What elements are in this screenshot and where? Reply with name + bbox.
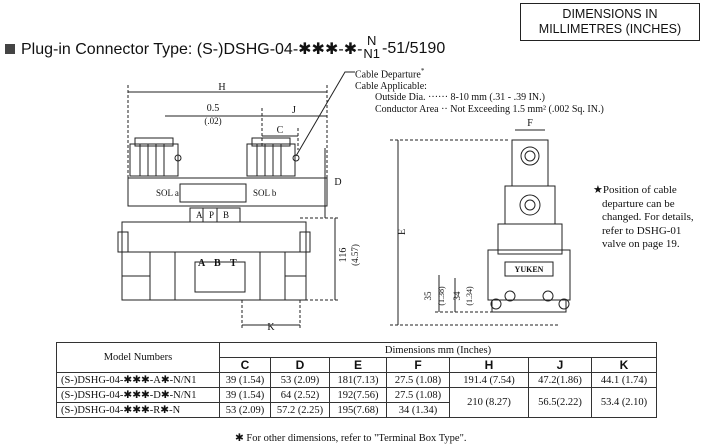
side-note-line-4: refer to DSHG-01 (602, 224, 682, 237)
row2-c: 39 (1.54) (220, 388, 271, 403)
table-header-row (57, 343, 657, 358)
connector-right (247, 144, 295, 176)
merged-h: 210 (8.27) (450, 388, 529, 418)
cable-note: Cable Departure* Cable Applicable: Outside Dia. ······ 8-10 mm (.31 - .39 IN.) Conductor Area ·· Not Exceeding 1.5 mm² (.002 Sq. IN.) (355, 67, 604, 115)
row1-e: 181(7.13) (330, 373, 387, 388)
label-k: K (267, 322, 275, 333)
side-base (492, 300, 566, 312)
conductor-area-label: Conductor Area (375, 103, 439, 115)
row3-d: 57.2 (2.25) (271, 403, 330, 418)
title-suffix: -51/5190 (382, 40, 446, 57)
label-34: 34 (452, 291, 462, 301)
label-35: 35 (423, 291, 433, 301)
col-e: E (330, 358, 387, 373)
label-h: H (218, 82, 226, 93)
side-note-line-2: departure can be (602, 197, 675, 210)
title-variant-n1: N1 (363, 46, 381, 61)
label-port-t: T (230, 258, 237, 269)
col-c: C (220, 358, 271, 373)
label-e: E (397, 228, 408, 236)
dimensions-table (56, 342, 657, 418)
col-f: F (387, 358, 450, 373)
label-c: C (276, 125, 284, 136)
label-d: D (334, 177, 342, 188)
label-116-in: (4.57) (350, 244, 360, 266)
outside-dia-value: 8-10 mm (.31 - .39 IN.) (450, 92, 545, 104)
row1-model: (S-)DSHG-04-✱✱✱-A✱-N/N1 (57, 373, 220, 388)
table-row (57, 373, 657, 388)
row1-k: 44.1 (1.74) (592, 373, 657, 388)
model-numbers-header: Model Numbers (57, 343, 220, 373)
table-row (57, 388, 657, 403)
title-prefix: Plug-in Connector Type: (S-)DSHG-04-✱✱✱-✱- (21, 41, 363, 58)
side-main-body (488, 250, 570, 300)
label-34-in: (1.34) (465, 286, 474, 306)
row1-f: 27.5 (1.08) (387, 373, 450, 388)
dimensions-header: Dimensions mm (Inches) (220, 343, 657, 358)
row3-c: 53 (2.09) (220, 403, 271, 418)
footnote: ✱ For other dimensions, refer to "Terminal Box Type". (235, 433, 467, 444)
row1-d: 53 (2.09) (271, 373, 330, 388)
row1-j: 47.2(1.86) (529, 373, 592, 388)
label-port-a: A (196, 210, 203, 220)
col-h: H (450, 358, 529, 373)
outside-dia-label: Outside Dia. (375, 92, 426, 104)
row2-e: 192(7.56) (330, 388, 387, 403)
label-sol-b: SOL b (253, 188, 277, 198)
side-solenoid (505, 186, 555, 224)
col-k: K (592, 358, 657, 373)
row2-d: 64 (2.52) (271, 388, 330, 403)
label-port-b2: B (214, 258, 221, 269)
merged-j: 56.5(2.22) (529, 388, 592, 418)
label-j: J (292, 105, 296, 116)
row1-h: 191.4 (7.54) (450, 373, 529, 388)
row2-f: 27.5 (1.08) (387, 388, 450, 403)
label-brand: YUKEN (514, 265, 544, 274)
col-j: J (529, 358, 592, 373)
label-116: 116 (338, 247, 349, 263)
connector-left (130, 144, 178, 176)
label-f: F (527, 118, 533, 129)
unit-box-line2: MILLIMETRES (INCHES) (538, 22, 682, 36)
side-note-line-5: valve on page 19. (602, 238, 680, 250)
cable-departure-label: Cable Departure (355, 69, 421, 81)
label-port-b: B (223, 210, 230, 220)
title-variant-n: N (367, 33, 377, 48)
row3-e: 195(7.68) (330, 403, 387, 418)
cable-applicable-label: Cable Applicable: (355, 80, 427, 92)
side-note-line-3: changed. For details, (602, 211, 694, 223)
row1-c: 39 (1.54) (220, 373, 271, 388)
row3-f: 34 (1.34) (387, 403, 450, 418)
merged-k: 53.4 (2.10) (592, 388, 657, 418)
side-note-line-1: ★Position of cable (593, 184, 677, 196)
label-35-in: (1.38) (437, 286, 446, 306)
row2-model: (S-)DSHG-04-✱✱✱-D✱-N/N1 (57, 388, 220, 403)
row3-model: (S-)DSHG-04-✱✱✱-R✱-N (57, 403, 220, 418)
cable-departure-leader (296, 72, 355, 156)
label-port-a2: A (198, 258, 206, 269)
label-sol-a: SOL a (156, 188, 179, 198)
conductor-area-value: Not Exceeding 1.5 mm² (.002 Sq. IN.) (450, 103, 604, 115)
label-half-in: (.02) (204, 116, 222, 126)
unit-box-line1: DIMENSIONS IN (562, 7, 658, 21)
col-d: D (271, 358, 330, 373)
cable-position-note (593, 184, 694, 252)
label-port-p: P (209, 210, 215, 220)
label-half: 0.5 (206, 103, 220, 114)
